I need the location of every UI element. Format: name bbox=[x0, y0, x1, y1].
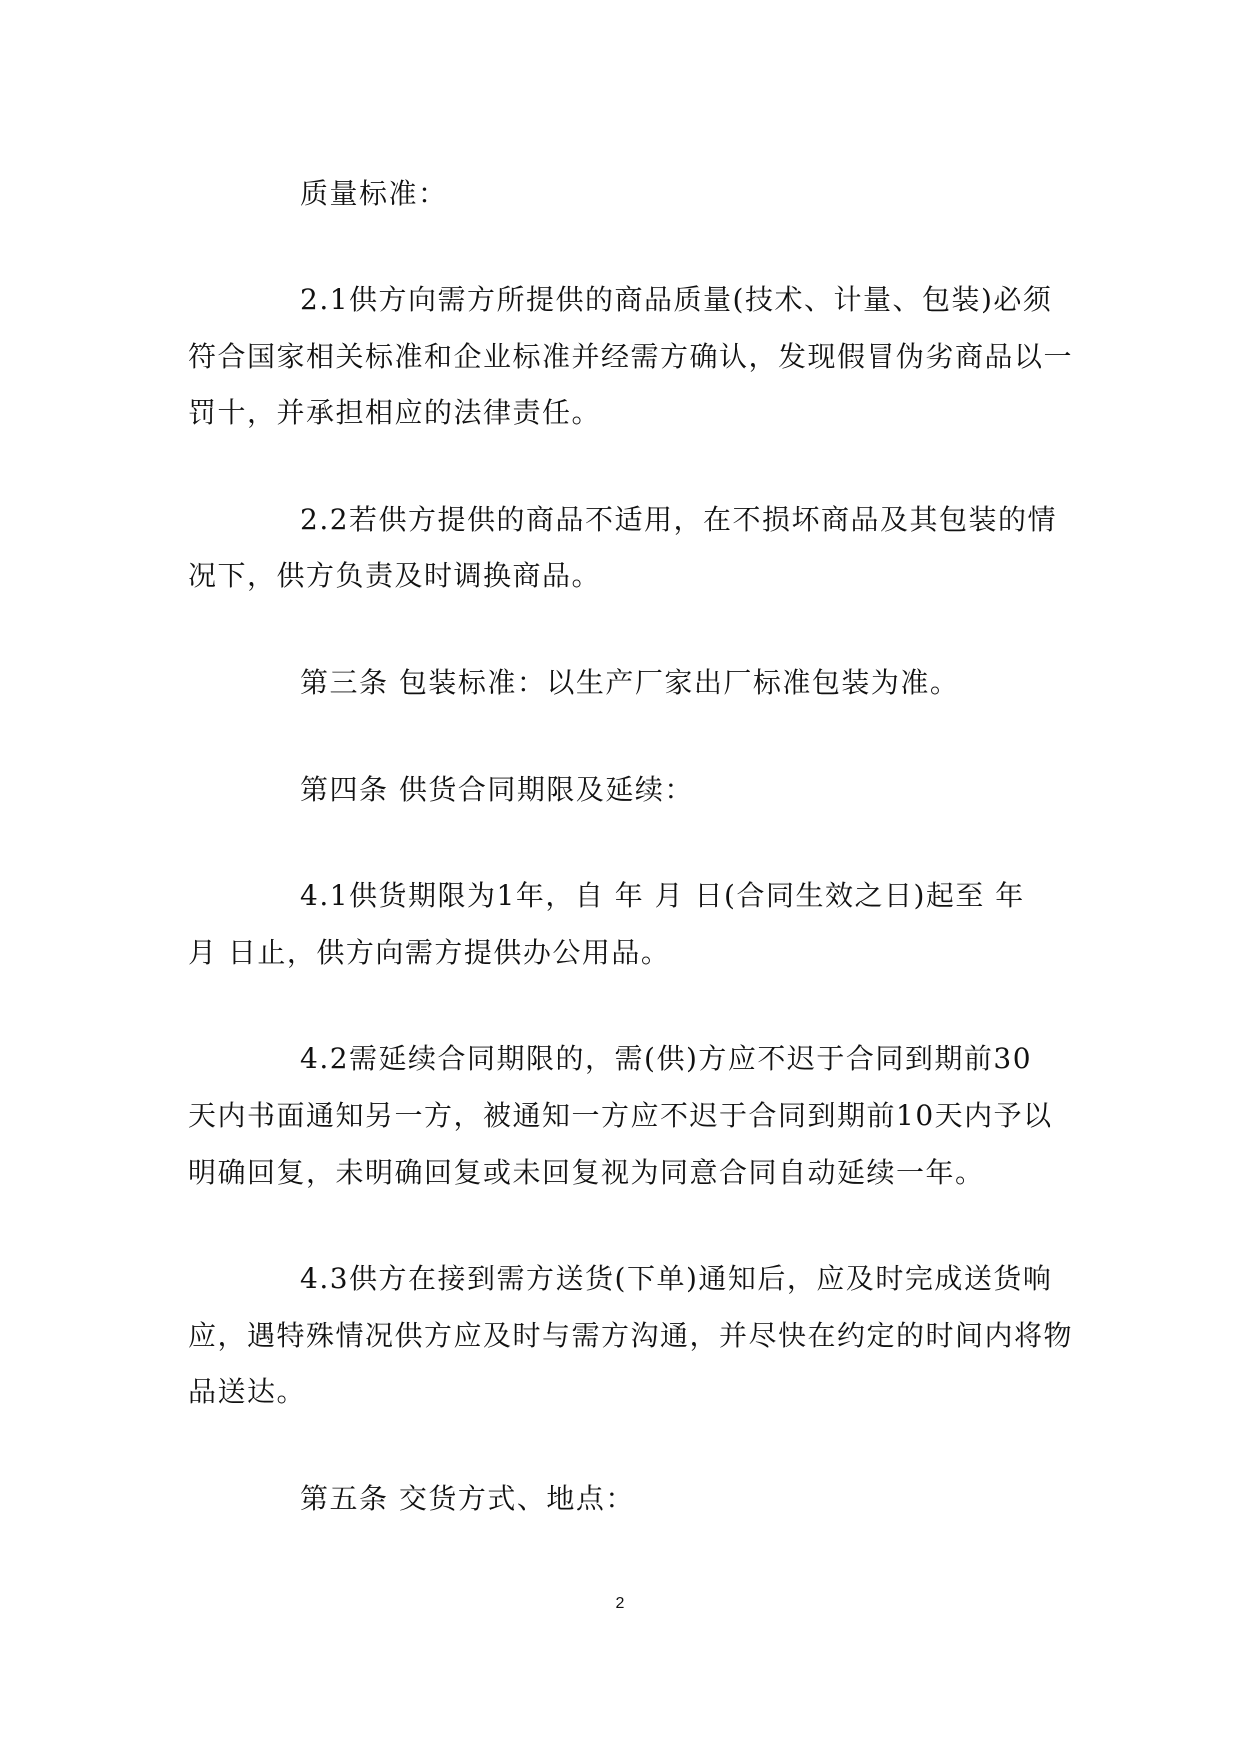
clause-4-1-line-2: 月 日止，供方向需方提供办公用品。 bbox=[188, 936, 671, 969]
page-number: 2 bbox=[615, 1595, 625, 1612]
clause-2-1-line-3: 罚十，并承担相应的法律责任。 bbox=[188, 396, 602, 429]
section-heading-quality-standard: 质量标准： bbox=[300, 177, 448, 210]
clause-4-3-line-1: 4.3供方在接到需方送货(下单)通知后，应及时完成送货响 bbox=[300, 1262, 1053, 1295]
clause-4-2-line-2: 天内书面通知另一方，被通知一方应不迟于合同到期前10天内予以 bbox=[188, 1099, 1053, 1132]
clause-2-2-line-2: 况下，供方负责及时调换商品。 bbox=[188, 559, 602, 592]
article-5-heading: 第五条 交货方式、地点： bbox=[300, 1482, 635, 1515]
clause-4-2-line-1: 4.2需延续合同期限的，需(供)方应不迟于合同到期前30 bbox=[300, 1042, 1033, 1075]
clause-4-3-line-3: 品送达。 bbox=[188, 1375, 307, 1408]
clause-2-1-line-1: 2.1供方向需方所提供的商品质量(技术、计量、包装)必须 bbox=[300, 283, 1053, 316]
clause-2-1-line-2: 符合国家相关标准和企业标准并经需方确认，发现假冒伪劣商品以一 bbox=[188, 340, 1074, 373]
article-4-heading: 第四条 供货合同期限及延续： bbox=[300, 773, 694, 806]
clause-4-2-line-3: 明确回复，未明确回复或未回复视为同意合同自动延续一年。 bbox=[188, 1156, 985, 1189]
clause-4-3-line-2: 应，遇特殊情况供方应及时与需方沟通，并尽快在约定的时间内将物 bbox=[188, 1319, 1074, 1352]
article-3-packaging-standard: 第三条 包装标准：以生产厂家出厂标准包装为准。 bbox=[300, 666, 960, 699]
clause-4-1-line-1: 4.1供货期限为1年，自 年 月 日(合同生效之日)起至 年 bbox=[300, 879, 1025, 912]
clause-2-2-line-1: 2.2若供方提供的商品不适用，在不损坏商品及其包装的情 bbox=[300, 503, 1058, 536]
